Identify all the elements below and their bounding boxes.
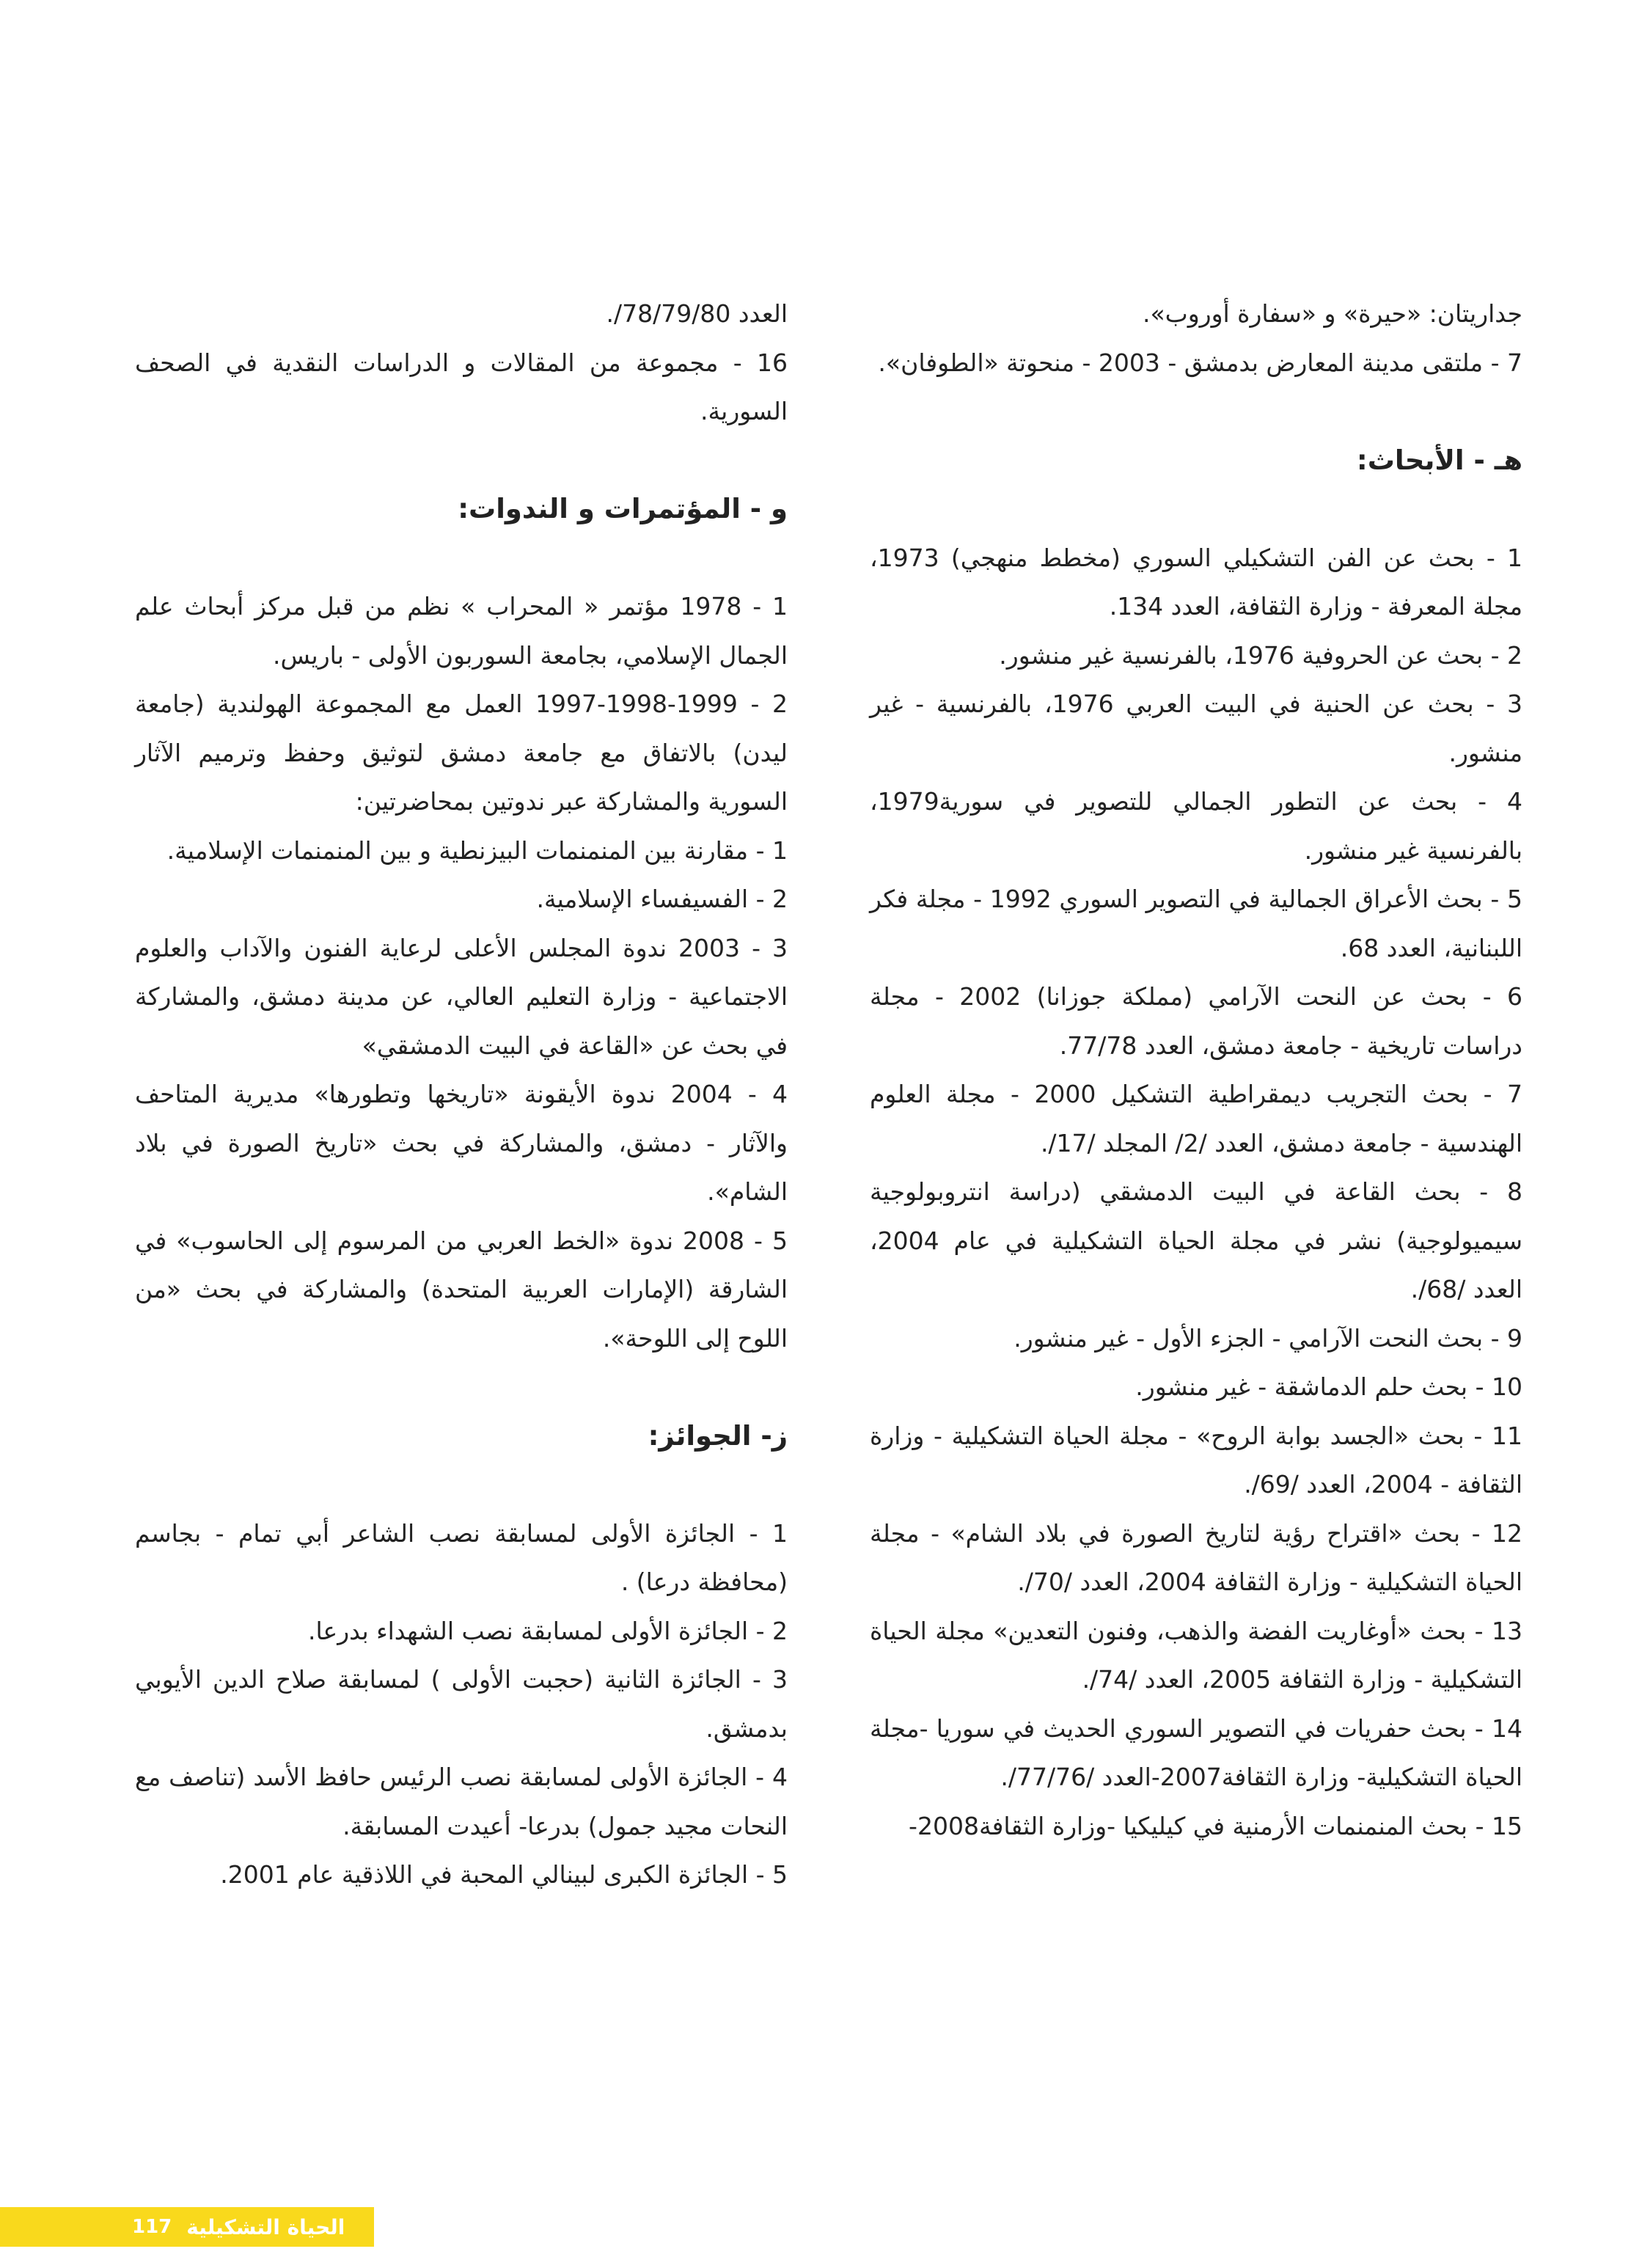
conference-item: 5 - 2008 ندوة «الخط العربي من المرسوم إلى الحاسوب» في الشارقة (الإمارات العربية المتحدة) والمشاركة في بحث «من اللوح إلى اللوحة». [135, 1226, 788, 1353]
conferences-heading: و - المؤتمرات و الندوات: [458, 493, 788, 524]
research-item: 6 - بحث عن النحت الآرامي (مملكة جوزانا) 2002 - مجلة دراسات تاريخية - جامعة دمشق، العدد 77/78. [870, 982, 1523, 1060]
research-item: 9 - بحث النحت الآرامي - الجزء الأول - غير منشور. [1014, 1323, 1522, 1353]
award-item: 5 - الجائزة الكبرى لبينالي المحبة في اللاذقية عام 2001. [220, 1860, 788, 1889]
research-item: 13 - بحث «أوغاريت الفضة والذهب، وفنون التعدين» مجلة الحياة التشكيلية - وزارة الثقافة 2005، العدد /74/. [870, 1616, 1522, 1694]
research-item: 15 - بحث المنمنمات الأرمنية في كيليكيا -وزارة الثقافة2008- [909, 1811, 1522, 1840]
footer-bar [0, 2207, 374, 2247]
conference-subitem: 1 - مقارنة بين المنمنمات البيزنطية و بين المنمنمات الإسلامية. [166, 835, 788, 865]
spacer [870, 387, 1522, 436]
spacer [135, 534, 788, 583]
page-number: 117 [132, 2216, 172, 2238]
research-item: 3 - بحث عن الحنية في البيت العربي 1976، بالفرنسية - غير منشور. [870, 689, 1522, 767]
award-item: 3 - الجائزة الثانية (حجبت الأولى ) لمسابقة صلاح الدين الأيوبي بدمشق. [135, 1665, 788, 1743]
intro-line-1: جداريتان: «حيرة» و «سفارة أوروب». [1142, 299, 1522, 328]
continuation-line-1: العدد 78/79/80/. [606, 299, 788, 328]
awards-heading: ز- الجوائز: [648, 1419, 788, 1452]
research-item: 7 - بحث التجريب ديمقراطية التشكيل 2000 - مجلة العلوم الهندسية - جامعة دمشق، العدد /2/ المجلد /17/. [870, 1080, 1522, 1157]
award-item: 1 - الجائزة الأولى لمسابقة نصب الشاعر أبي تمام - بجاسم (محافظة درعا) . [135, 1518, 788, 1596]
right-column [870, 290, 1522, 1851]
research-heading: هـ - الأبحاث: [1356, 444, 1522, 476]
research-item: 4 - بحث عن التطور الجمالي للتصوير في سورية1979، بالفرنسية غير منشور. [870, 787, 1522, 865]
research-item: 1 - بحث عن الفن التشكيلي السوري (مخطط منهجي) 1973، مجلة المعرفة - وزارة الثقافة، العدد 134. [870, 543, 1522, 621]
intro-line-2: 7 - ملتقى مدينة المعارض بدمشق - 2003 - منحوتة «الطوفان». [878, 348, 1522, 377]
award-item: 4 - الجائزة الأولى لمسابقة نصب الرئيس حافظ الأسد (تناصف مع النحات مجيد جمول) بدرعا- أعيدت المسابقة. [135, 1763, 788, 1840]
award-item: 2 - الجائزة الأولى لمسابقة نصب الشهداء بدرعا. [307, 1616, 788, 1645]
research-item: 8 - بحث القاعة في البيت الدمشقي (دراسة انتروبولوجية سيميولوجية) نشر في مجلة الحياة التشكيلية في عام 2004، العدد /68/. [870, 1177, 1522, 1303]
spacer [135, 1363, 788, 1412]
research-item: 14 - بحث حفريات في التصوير السوري الحديث في سوريا -مجلة الحياة التشكيلية- وزارة الثقافة2007-العدد /77/76/. [870, 1713, 1522, 1791]
conference-item: 1 - 1978 مؤتمر « المحراب » نظم من قبل مركز أبحاث علم الجمال الإسلامي، بجامعة السوربون الأولى - باريس. [135, 592, 788, 670]
conference-item: 3 - 2003 ندوة المجلس الأعلى لرعاية الفنون والآداب والعلوم الاجتماعية - وزارة التعليم العالي، عن مدينة دمشق، والمشاركة في بحث عن «القاعة في البيت الدمشقي» [135, 933, 788, 1060]
research-item: 10 - بحث حلم الدماشقة - غير منشور. [1135, 1372, 1522, 1401]
spacer [135, 436, 788, 486]
conference-subitem: 2 - الفسيفساء الإسلامية. [536, 885, 788, 913]
conference-item: 4 - 2004 ندوة الأيقونة «تاريخها وتطورها» مديرية المتاحف والآثار - دمشق، والمشاركة في بحث «تاريخ الصورة في بلاد الشام». [135, 1080, 788, 1206]
conference-item: 2 - 1997-1998-1999 العمل مع المجموعة الهولندية (جامعة ليدن) بالاتفاق مع جامعة دمشق لتوثيق وحفظ وترميم الآثار السورية والمشاركة عبر ندوتين بمحاضرتين: [135, 689, 788, 816]
left-column [135, 290, 788, 1900]
research-item: 11 - بحث «الجسد بوابة الروح» - مجلة الحياة التشكيلية - وزارة الثقافة - 2004، العدد /69/. [870, 1421, 1522, 1499]
footer-content [132, 2207, 345, 2247]
continuation-line-2: 16 - مجموعة من المقالات و الدراسات النقدية في الصحف السورية. [135, 348, 788, 425]
spacer [870, 485, 1522, 534]
magazine-name: الحياة التشكيلية [186, 2214, 345, 2239]
spacer [135, 1460, 788, 1510]
research-item: 5 - بحث الأعراق الجمالية في التصوير السوري 1992 - مجلة فكر اللبنانية، العدد 68. [870, 885, 1523, 962]
research-item: 12 - بحث «اقتراح رؤية لتاريخ الصورة في بلاد الشام» - مجلة الحياة التشكيلية - وزارة الثقافة 2004، العدد /70/. [870, 1518, 1522, 1596]
research-item: 2 - بحث عن الحروفية 1976، بالفرنسية غير منشور. [999, 640, 1522, 670]
